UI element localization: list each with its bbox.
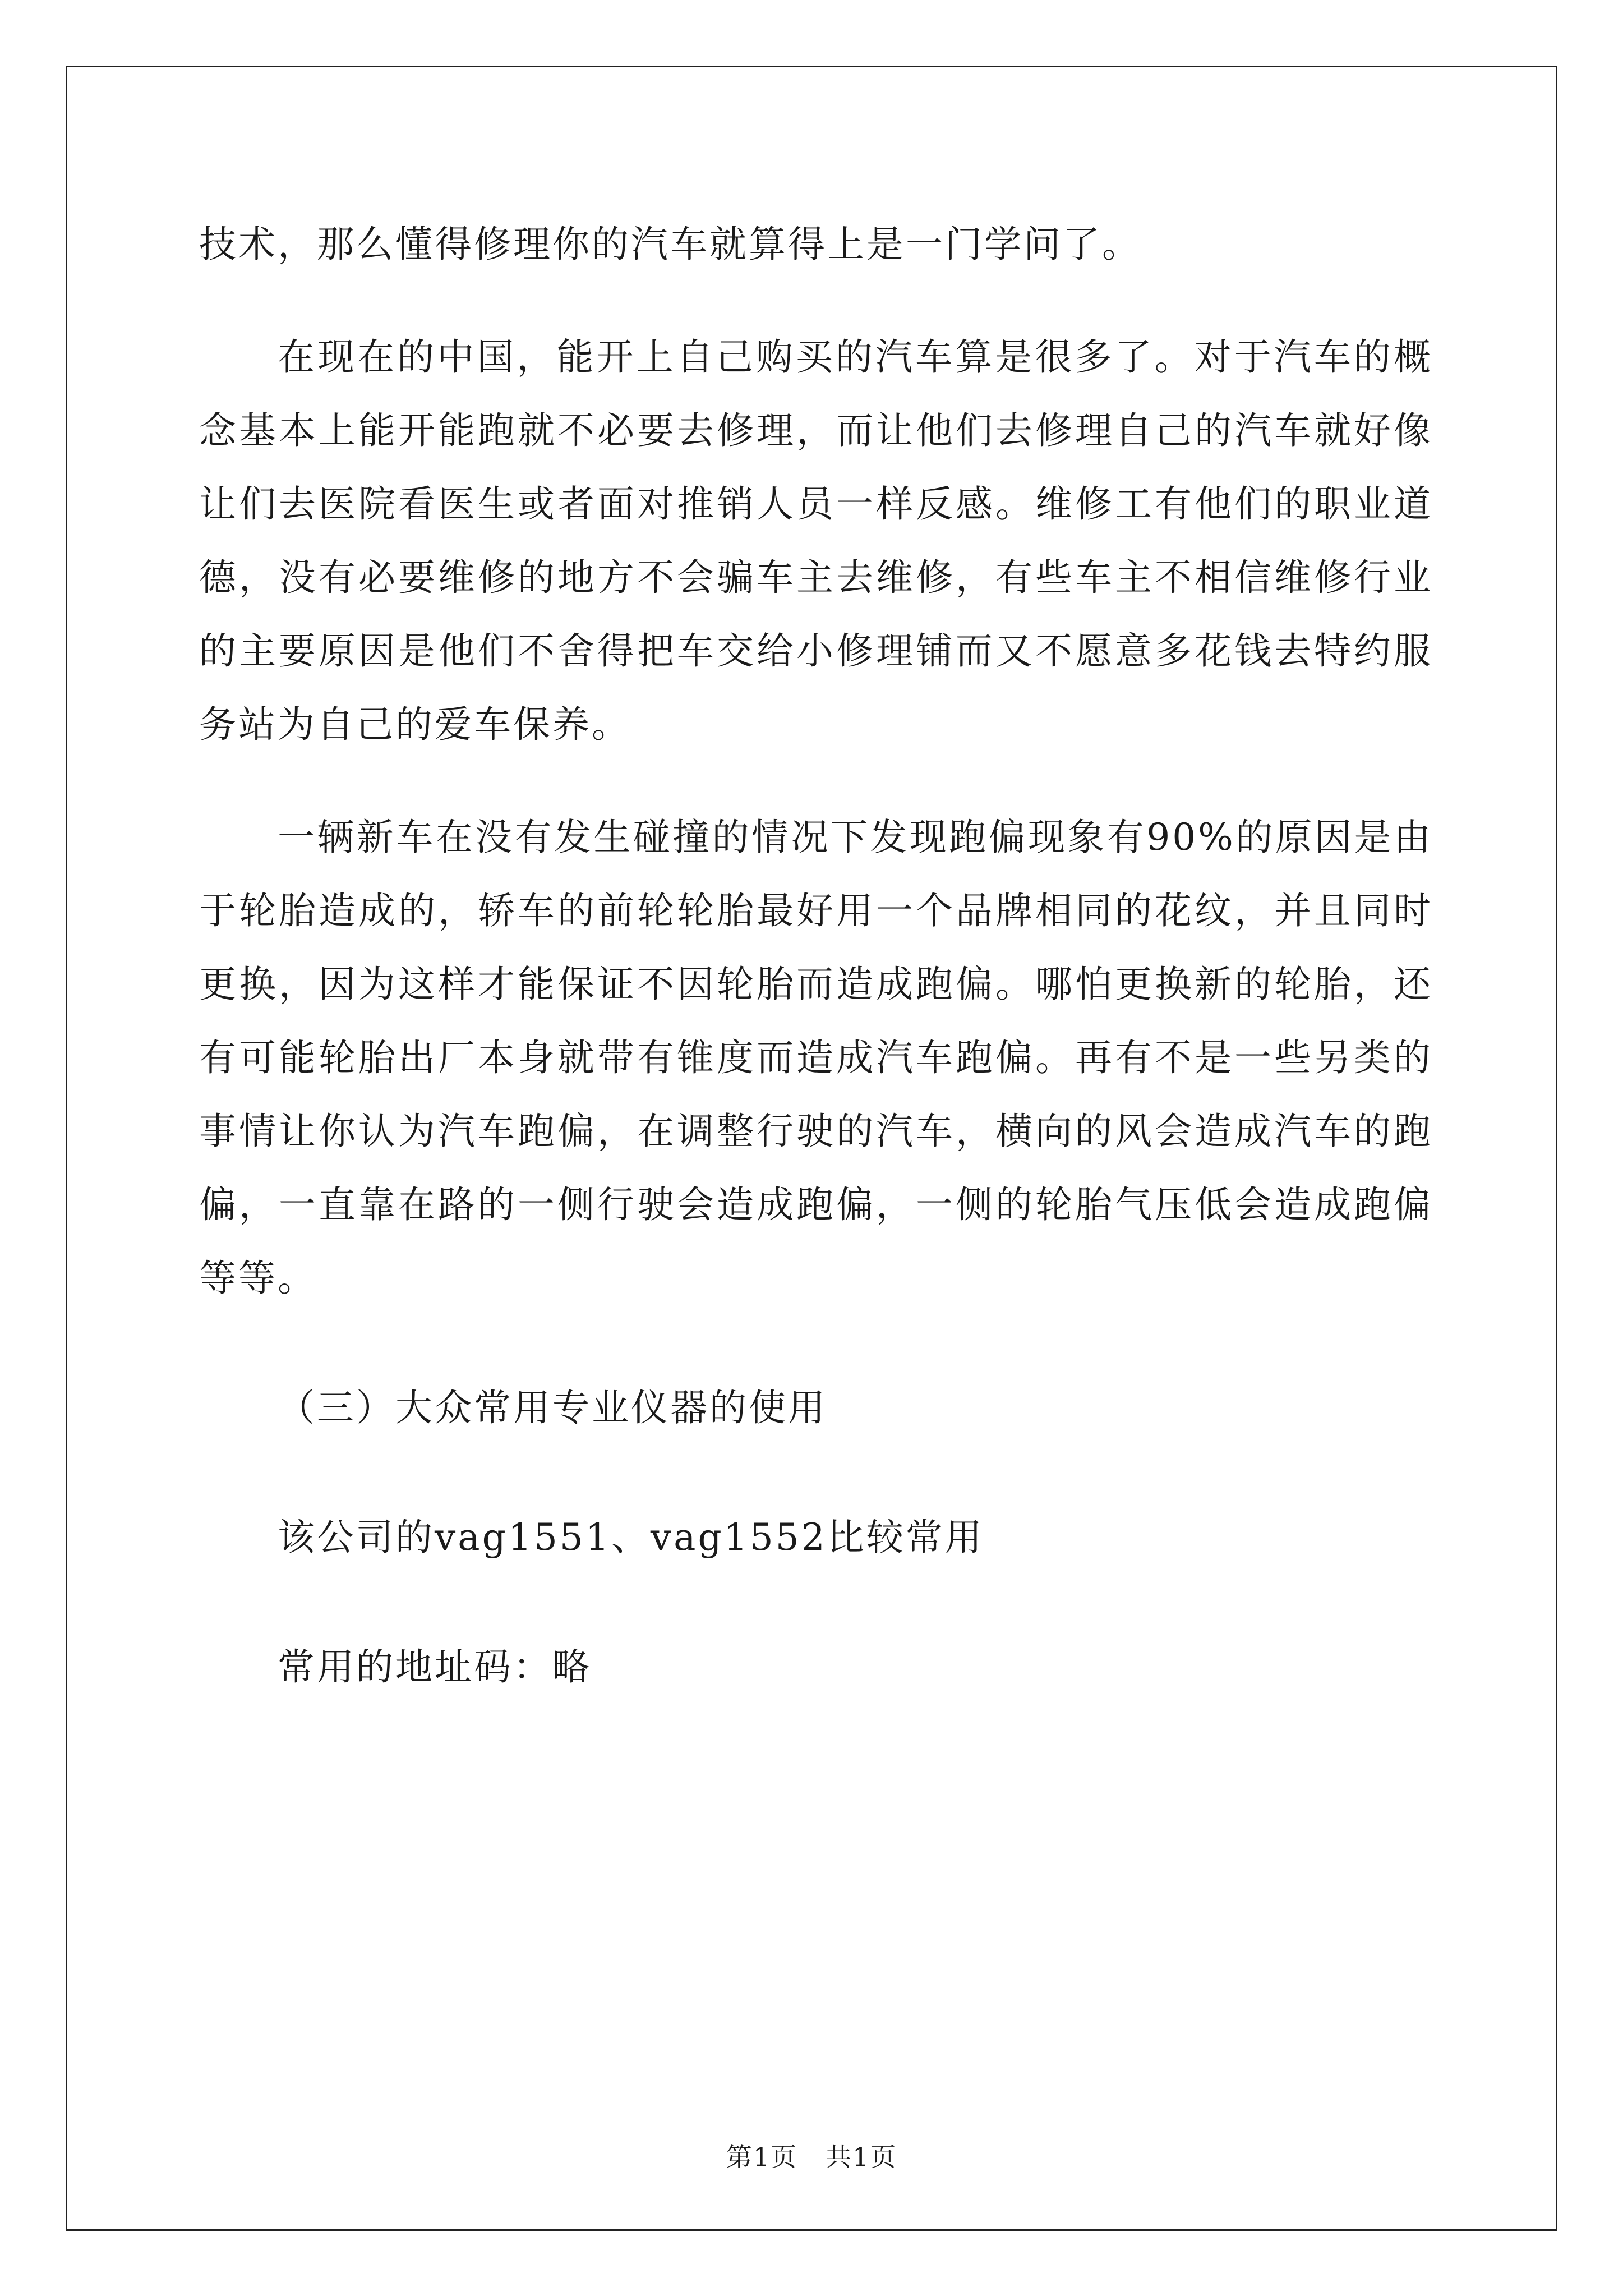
page-total: 共1页	[826, 2142, 897, 2172]
paragraph: 一辆新车在没有发生碰撞的情况下发现跑偏现象有90%的原因是由于轮胎造成的，轿车的前轮轮胎最好用一个品牌相同的花纹，并且同时更换，因为这样才能保证不因轮胎而造成跑偏。哪怕更换新的轮胎，还有可能轮胎出厂本身就带有锥度而造成汽车跑偏。再有不是一些另类的事情让你认为汽车跑偏，在调整行驶的汽车，横向的风会造成汽车的跑偏，一直靠在路的一侧行驶会造成跑偏，一侧的轮胎气压低会造成跑偏等等。	[199, 816, 1433, 1300]
paragraph-continuation: 技术，那么懂得修理你的汽车就算得上是一门学问了。	[199, 223, 1141, 266]
document-body	[199, 208, 1433, 1704]
list-item: 常用的地址码：略	[278, 1645, 592, 1688]
page-number: 第1页	[726, 2142, 797, 2172]
page-footer	[0, 2140, 1623, 2174]
section-heading: （三）大众常用专业仪器的使用	[278, 1386, 827, 1429]
list-item: 该公司的vag1551、vag1552比较常用	[278, 1516, 984, 1559]
paragraph: 在现在的中国，能开上自己购买的汽车算是很多了。对于汽车的概念基本上能开能跑就不必要去修理，而让他们去修理自己的汽车就好像让们去医院看医生或者面对推销人员一样反感。维修工有他们的职业道德，没有必要维修的地方不会骗车主去维修，有些车主不相信维修行业的主要原因是他们不舍得把车交给小修理铺而又不愿意多花钱去特约服务站为自己的爱车保养。	[199, 335, 1433, 746]
